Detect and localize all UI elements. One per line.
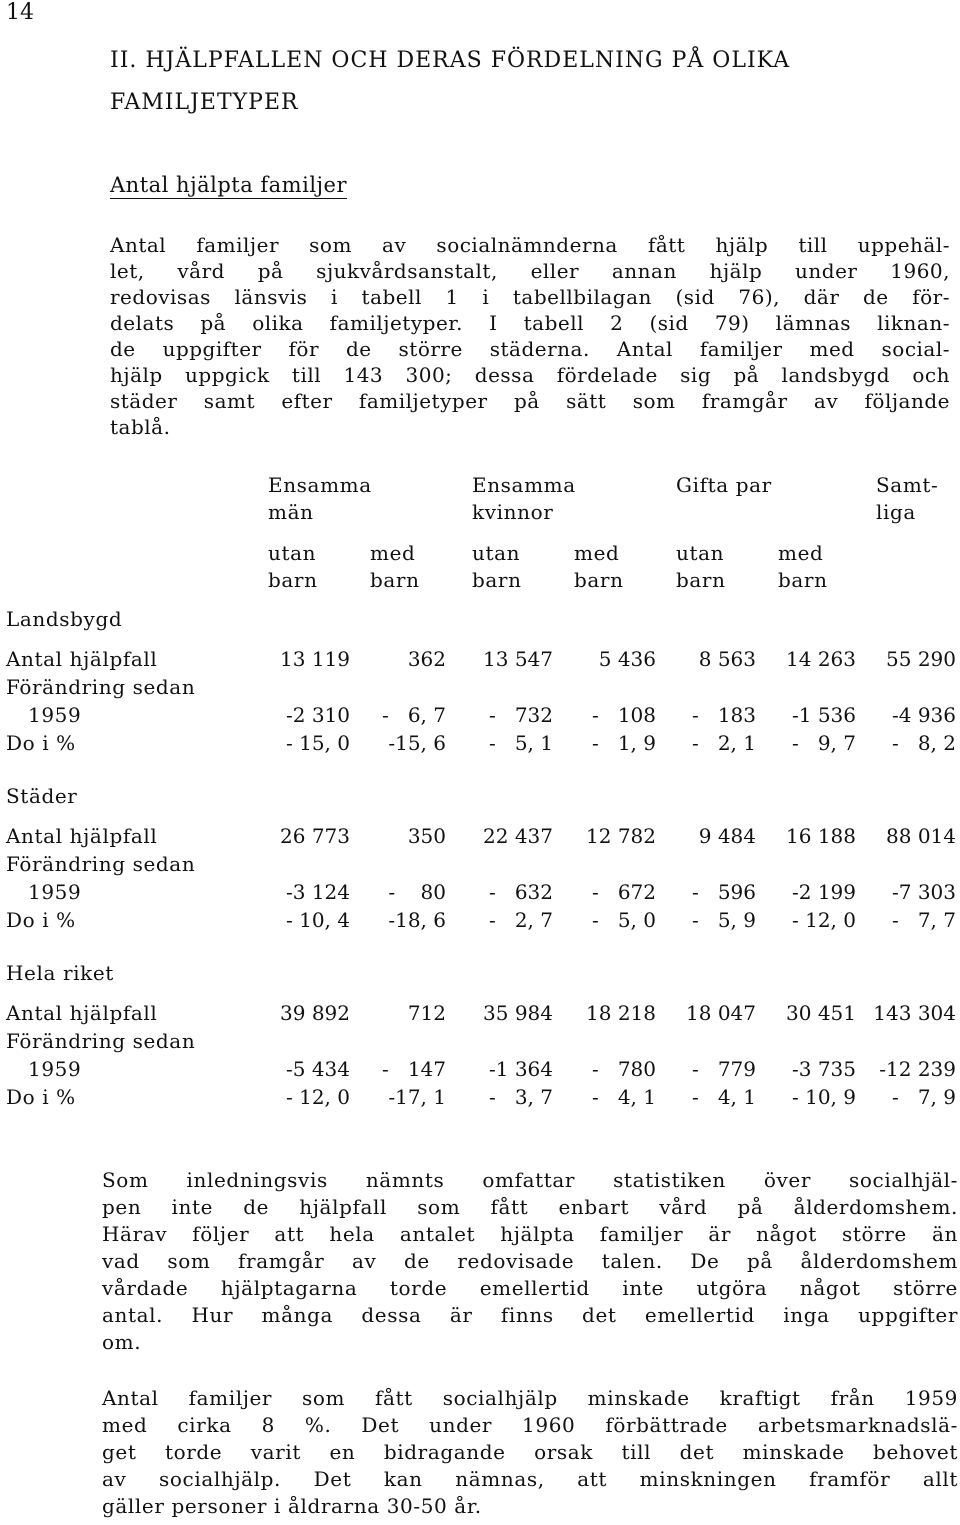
table-cell: 39 892 xyxy=(280,1001,350,1025)
table-cell: - 672 xyxy=(591,880,656,904)
section-title: Landsbygd xyxy=(6,607,123,631)
subheader-utan-barn: utan barn xyxy=(676,541,726,592)
table-cell: - 5, 9 xyxy=(692,908,756,932)
table-cell: - 596 xyxy=(691,880,756,904)
table-cell: 143 304 xyxy=(873,1001,956,1025)
table-cell: 9 484 xyxy=(698,824,756,848)
table-cell: -3 124 xyxy=(285,880,350,904)
section-title: Städer xyxy=(6,784,78,808)
text-line: antal. Hur många dessa är finns det emellertid inga uppgifter xyxy=(102,1303,958,1327)
table-cell: - 80 xyxy=(388,880,446,904)
table-cell: -15, 6 xyxy=(388,731,446,755)
row-label-year: 1959 xyxy=(28,880,82,904)
table-cell: - 2, 7 xyxy=(489,908,553,932)
table-cell: - 8, 2 xyxy=(892,731,956,755)
row-label-year: 1959 xyxy=(28,703,82,727)
row-label-antal: Antal hjälpfall xyxy=(6,824,158,848)
intro-paragraph xyxy=(110,232,950,440)
table-cell: -7 303 xyxy=(891,880,956,904)
table-cell: 26 773 xyxy=(280,824,350,848)
table-cell: - 779 xyxy=(691,1057,756,1081)
table-cell: -12 239 xyxy=(879,1057,956,1081)
text-line: de uppgifter för de större städerna. Antal familjer med social- xyxy=(110,337,950,361)
text-line: let, vård på sjukvårdsanstalt, eller annan hjälp under 1960, xyxy=(110,259,950,283)
header-ensamma-man: Ensamma män xyxy=(268,473,372,524)
subheader-utan-barn: utan barn xyxy=(268,541,318,592)
subheader-med-barn: med barn xyxy=(778,541,828,592)
table-cell: - 5, 1 xyxy=(489,731,553,755)
table-cell: -5 434 xyxy=(285,1057,350,1081)
table-cell: - 15, 0 xyxy=(285,731,350,755)
table-cell: 12 782 xyxy=(586,824,656,848)
table-cell: - 4, 1 xyxy=(692,1085,756,1109)
subheader-med-barn: med barn xyxy=(574,541,624,592)
text-line: get torde varit en bidragande orsak till det minskade behovet xyxy=(102,1440,958,1464)
chapter-heading-line1: II. HJÄLPFALLEN OCH DERAS FÖRDELNING PÅ OLIKA xyxy=(110,48,791,73)
table-cell: 13 119 xyxy=(280,647,350,671)
row-label-doi: Do i % xyxy=(6,1085,76,1109)
table-cell: 18 218 xyxy=(586,1001,656,1025)
table-cell: 30 451 xyxy=(786,1001,856,1025)
table-cell: -1 364 xyxy=(488,1057,553,1081)
table-cell: - 6, 7 xyxy=(382,703,446,727)
table-cell: 88 014 xyxy=(886,824,956,848)
header-ensamma-kvinnor: Ensamma kvinnor xyxy=(472,473,576,524)
table-cell: 55 290 xyxy=(886,647,956,671)
row-label-antal: Antal hjälpfall xyxy=(6,647,158,671)
row-label-antal: Antal hjälpfall xyxy=(6,1001,158,1025)
table-cell: -4 936 xyxy=(891,703,956,727)
text-line: Härav följer att hela antalet hjälpta familjer är något större än xyxy=(102,1222,958,1246)
row-label-year: 1959 xyxy=(28,1057,82,1081)
row-label-forandring: Förändring sedan xyxy=(6,675,196,699)
table-cell: 22 437 xyxy=(483,824,553,848)
text-line: hjälp uppgick till 143 300; dessa fördelade sig på landsbygd och xyxy=(110,363,950,387)
table-cell: - 147 xyxy=(381,1057,446,1081)
chapter-heading-line2: FAMILJETYPER xyxy=(110,90,299,115)
table-cell: -2 310 xyxy=(285,703,350,727)
table-cell: - 632 xyxy=(488,880,553,904)
table-cell: - 10, 9 xyxy=(791,1085,856,1109)
text-line: Antal familjer som fått socialhjälp minskade kraftigt från 1959 xyxy=(102,1386,958,1410)
table-cell: 13 547 xyxy=(483,647,553,671)
table-cell: - 1, 9 xyxy=(592,731,656,755)
text-line: med cirka 8 %. Det under 1960 förbättrade arbetsmarknadslä- xyxy=(102,1413,958,1437)
text-line: gäller personer i åldrarna 30-50 år. xyxy=(102,1494,482,1518)
text-line: tablå. xyxy=(110,415,171,439)
table-cell: - 183 xyxy=(691,703,756,727)
text-line: om. xyxy=(102,1330,142,1354)
table-cell: - 12, 0 xyxy=(791,908,856,932)
row-label-forandring: Förändring sedan xyxy=(6,1029,196,1053)
table-cell: 18 047 xyxy=(686,1001,756,1025)
page-number: 14 xyxy=(6,0,34,25)
section-subheading: Antal hjälpta familjer xyxy=(110,173,348,197)
table-cell: -18, 6 xyxy=(388,908,446,932)
subheader-utan-barn: utan barn xyxy=(472,541,522,592)
table-cell: 14 263 xyxy=(786,647,856,671)
text-line: delats på olika familjetyper. I tabell 2 (sid 79) lämnas liknan- xyxy=(110,311,950,335)
table-cell: -3 735 xyxy=(791,1057,856,1081)
table-cell: - 732 xyxy=(488,703,553,727)
table-cell: - 3, 7 xyxy=(489,1085,553,1109)
section-title: Hela riket xyxy=(6,961,114,985)
text-line: pen inte de hjälpfall som fått enbart vård på ålderdomshem. xyxy=(102,1195,958,1219)
text-line: städer samt efter familjetyper på sätt som framgår av följande xyxy=(110,389,950,413)
table-cell: 8 563 xyxy=(698,647,756,671)
table-cell: - 12, 0 xyxy=(285,1085,350,1109)
table-cell: 362 xyxy=(407,647,446,671)
table-cell: - 7, 7 xyxy=(892,908,956,932)
table-cell: 5 436 xyxy=(598,647,656,671)
table-cell: - 4, 1 xyxy=(592,1085,656,1109)
table-cell: - 780 xyxy=(591,1057,656,1081)
table-cell: 16 188 xyxy=(786,824,856,848)
text-line: redovisas länsvis i tabell 1 i tabellbilagan (sid 76), där de för- xyxy=(110,285,950,309)
text-line: vårdade hjälptagarna torde emellertid inte utgöra något större xyxy=(102,1276,958,1300)
table-cell: 350 xyxy=(407,824,446,848)
text-line: av socialhjälp. Det kan nämnas, att minskningen framför allt xyxy=(102,1467,958,1491)
text-line: Antal familjer som av socialnämnderna fått hjälp till uppehäl- xyxy=(110,233,950,257)
paragraph-decline-note xyxy=(102,1385,958,1520)
subheader-med-barn: med barn xyxy=(370,541,420,592)
table-cell: - 5, 0 xyxy=(592,908,656,932)
table-cell: - 9, 7 xyxy=(792,731,856,755)
table-cell: 712 xyxy=(407,1001,446,1025)
header-gifta-par: Gifta par xyxy=(676,473,772,497)
paragraph-statistics-note xyxy=(102,1167,958,1356)
table-cell: - 7, 9 xyxy=(892,1085,956,1109)
text-line: vad som framgår av de redovisade talen. De på ålderdomshem xyxy=(102,1249,958,1273)
row-label-doi: Do i % xyxy=(6,908,76,932)
table-cell: - 2, 1 xyxy=(692,731,756,755)
header-samtliga: Samt- liga xyxy=(876,473,939,524)
text-line: Som inledningsvis nämnts omfattar statistiken över socialhjäl- xyxy=(102,1168,958,1192)
row-label-doi: Do i % xyxy=(6,731,76,755)
row-label-forandring: Förändring sedan xyxy=(6,852,196,876)
table-cell: 35 984 xyxy=(483,1001,553,1025)
table-cell: - 108 xyxy=(591,703,656,727)
table-cell: -1 536 xyxy=(791,703,856,727)
table-cell: -2 199 xyxy=(791,880,856,904)
table-cell: -17, 1 xyxy=(388,1085,446,1109)
table-cell: - 10, 4 xyxy=(285,908,350,932)
